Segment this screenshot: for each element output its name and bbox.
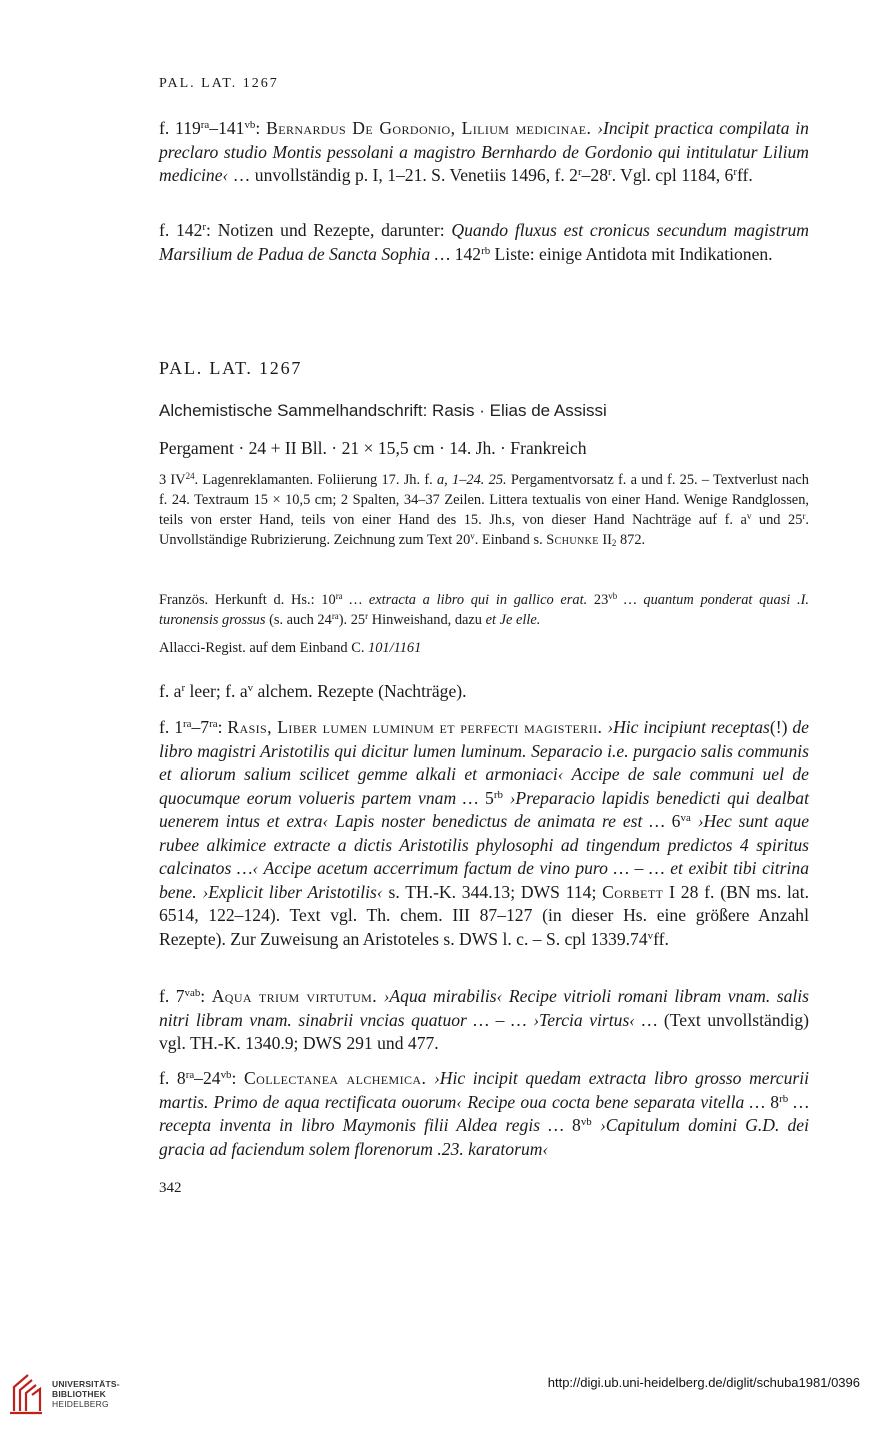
physical-description: Pergament · 24 + II Bll. · 21 × 15,5 cm · 14. Jh. · Frankreich <box>159 438 587 458</box>
shelfmark-heading: PAL. LAT. 1267 <box>159 358 303 378</box>
provenance-paragraph: Französ. Herkunft d. Hs.: $10^{ra}$ … extracta a libro qui in gallico erat. $23^{vb}$ … quantum ponderat quasi .I. turonensis grossus (s. auch $24^{ra}$). 25$^r$ Hinweishand, dazu et Je elle. <box>159 591 809 628</box>
allacci-register: Allacci-Regist. auf dem Einband C. 101/1161 <box>159 640 422 656</box>
source-url[interactable]: http://digi.ub.uni-heidelberg.de/diglit/schuba1981/0396 <box>547 1375 860 1390</box>
prev-entry-notizen: f. 142$^r$: Notizen und Rezepte, darunter: Quando fluxus est cronicus secundum magistrum Marsilium de Padua de Sancta Sophia … $142^{rb}$ Liste: einige Antidota mit Indikationen. <box>159 220 809 264</box>
folio-ref: f. $1^{ra}-7^{ra}$: <box>159 717 228 737</box>
manuscript-title: Alchemistische Sammelhandschrift: Rasis · Elias de Assissi <box>159 401 607 420</box>
folio-ref: f. $119^{ra}-141^{vb}$: <box>159 118 261 138</box>
work-title: Collectanea alchemica. <box>244 1068 427 1088</box>
library-name <box>52 1379 120 1409</box>
incipit: ›Incipit practica compilata in preclaro studio Montis pessolani a magistro Bernhardo de Gordonio qui intitulatur Lilium medicine‹ <box>159 118 809 185</box>
entry-flyleaf: f. $a^r$ leer; f. $a^v$ alchem. Rezepte (Nachträge). <box>159 681 467 701</box>
folio-ref: f. $8^{ra}-24^{vb}$: <box>159 1068 244 1088</box>
entry-collectanea: f. $8^{ra}-24^{vb}$: Collectanea alchemica. ›Hic incipit quedam extracta libro grosso mercurii martis. Primo de aqua rectificata ouorum‹ Recipe oua cocta bene separata vitella … $8^{rb}$ … recepta inventa in libro Maymonis filii Aldea regis … $8^{vb}$ ›Capitulum domini G.D. dei gracia ad faciendum solem florenorum .23. karatorum‹ <box>159 1068 810 1159</box>
folio-ref: f. $7^{vab}$: <box>159 986 212 1006</box>
page-number: 342 <box>159 1180 182 1196</box>
entry-aqua-trium: f. $7^{vab}$: Aqua trium virtutum. ›Aqua mirabilis‹ Recipe vitrioli romani libram vnam. salis nitri libram vnam. sinabrii vncias quatuor … – … ›Tercia virtus‹ … (Text unvollständig) vgl. TH.-K. 1340.9; DWS 291 und 477. <box>159 986 809 1053</box>
incipit: Quando fluxus est cronicus secundum magistrum Marsilium de Padua de Sancta Sophia … <box>159 220 809 264</box>
work-title: Rasis, Liber lumen luminum et perfecti magisterii. <box>227 717 603 737</box>
library-name-line2: BIBLIOTHEK <box>52 1389 106 1399</box>
library-name-line3: HEIDELBERG <box>52 1399 109 1409</box>
work-title: Bernardus De Gordonio, Lilium medicinae. <box>266 118 592 138</box>
running-header: PAL. LAT. 1267 <box>159 76 279 91</box>
entry-rasis: f. $1^{ra}-7^{ra}$: Rasis, Liber lumen luminum et perfecti magisterii. ›Hic incipiunt receptas(!) de libro magistri Aristotilis qui dicitur lumen luminum. Separacio i.e. purgacio salis communis et aliorum salium scilicet gemme alkali et armoniaci‹ Accipe de sale communi uel de quocumque eorum volueris partem vnam … $5^{rb}$ ›Preparacio lapidis benedicti qui dealbat uenerem intus et extra‹ Lapis noster benedictus de animata re est … $6^{va}$ ›Hec sunt aque rubee alkimice extracte a dictis Aristotilis phylosophi ad tingendum predictos 4 spiritus calcinatos …‹ Accipe acetum accerrimum factum de vino puro … – … et exibit tibi citrina bene. ›Explicit liber Aristotilis‹ s. TH.-K. 344.13; DWS 114; Corbett I 28 f. (BN ms. lat. 6514, 122–124). Text vgl. Th. chem. III 87–127 (in dieser Hs. eine größere Anzahl Rezepte). Zur Zuweisung an Aristoteles s. DWS l. c. – S. cpl 1339.74$^v$ff. <box>159 717 809 949</box>
library-name-line1: UNIVERSITÄTS- <box>52 1379 120 1389</box>
work-title: Aqua trium virtutum. <box>211 986 378 1006</box>
codicology-paragraph: 3 IV$^{24}$. Lagenreklamanten. Foliierung 17. Jh. f. a, 1–24. 25. Pergamentvorsatz f. a und f. 25. – Textverlust nach f. 24. Textraum 15 × 10,5 cm; 2 Spalten, 34–37 Zeilen. Littera textualis von einer Hand. Wenige Randglossen, teils von erster Hand, teils von einer Hand des 15. Jh.s, von dieser Hand Nachträge auf f. $a^v$ und 25$^r$. Unvollständige Rubrizierung. Zeichnung zum Text 20$^v$. Einband s. Schunke $II_2$ 872. <box>159 471 810 549</box>
library-logo-icon <box>8 1371 48 1424</box>
footer-bar <box>0 1365 872 1429</box>
prev-entry-lilium: f. $119^{ra}-141^{vb}$: Bernardus De Gordonio, Lilium medicinae. ›Incipit practica compilata in preclaro studio Montis pessolani a magistro Bernhardo de Gordonio qui intitulatur Lilium medicine‹ … unvollständig p. I, 1–21. S. Venetiis 1496, f. 2$^r$–28$^r$. Vgl. cpl 1184, 6$^r$ff. <box>159 118 809 185</box>
